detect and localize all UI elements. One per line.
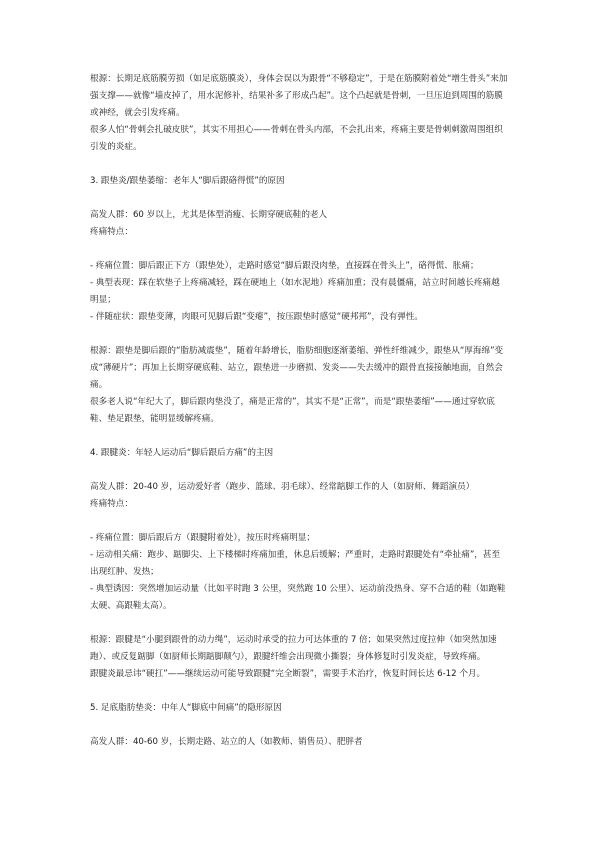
section-2-cause: 根源：长期足底筋膜劳损（如足底筋膜炎），身体会误以为跟骨“不够稳定”，于是在筋膜附着处“增生骨头”来加强支撑——就像“墙皮掉了，用水泥修补，结果补多了形成凸起”。这个凸起就是骨刺，一旦压迫到周围的筋膜或神经，就会引发疼痛。: [90, 74, 508, 118]
section-3-feature-item: - 疼痛位置：脚后跟正下方（跟垫处），走路时感觉“脚后跟没肉垫，直接踩在骨头上”，硌得慌、胀痛；: [90, 261, 479, 271]
section-4-heading: 4. 跟腱炎：年轻人运动后“脚后跟后方痛”的主因: [90, 448, 274, 458]
paragraph-gap: [90, 717, 508, 734]
paragraph-gap: [90, 156, 508, 173]
section-3-heading: 3. 跟垫炎/跟垫萎缩：老年人“脚后跟硌得慌”的原因: [90, 176, 285, 186]
section-3-population: 高发人群：60 岁以上，尤其是体型消瘦、长期穿硬底鞋的老人: [90, 210, 328, 220]
paragraph-gap: [90, 683, 508, 700]
paragraph-gap: [90, 428, 508, 445]
section-4-feature-item: - 疼痛位置：脚后跟后方（跟腱附着处），按压时疼痛明显；: [90, 533, 315, 543]
section-4-note: 跟腱炎最忌讳“硬扛”——继续运动可能导致跟腱“完全断裂”，需要手术治疗，恢复时间长达 6-12 个月。: [90, 669, 486, 679]
paragraph-gap: [90, 326, 508, 343]
paragraph-gap: [90, 513, 508, 530]
section-3-note: 很多老人说“年纪大了，脚后跟肉垫没了，痛是正常的”，其实不是“正常”，而是“跟垫萎缩”——通过穿软底鞋、垫足跟垫，能明显缓解疼痛。: [90, 397, 495, 424]
paragraph-gap: [90, 615, 508, 632]
document-body: [90, 71, 508, 751]
section-4-features-label: 疼痛特点：: [90, 499, 133, 509]
section-5-population: 高发人群：40-60 岁，长期走路、站立的人（如教师、销售员）、肥胖者: [90, 737, 363, 747]
section-4-feature-item: - 典型诱因：突然增加运动量（比如平时跑 3 公里，突然跑 10 公里）、运动前没热身、穿不合适的鞋（如跑鞋太硬、高跟鞋太高）。: [90, 584, 506, 611]
section-3-features-label: 疼痛特点：: [90, 227, 133, 237]
section-3-cause: 根源：跟垫是脚后跟的“脂肪减震垫”，随着年龄增长，脂肪细胞逐渐萎缩、弹性纤维减少，跟垫从“厚海绵”变成“薄硬片”；再加上长期穿硬底鞋、站立，跟垫进一步磨损、发炎——失去缓冲的跟骨直接接触地面，自然会痛。: [90, 346, 504, 390]
section-4-cause: 根源：跟腱是“小腿到跟骨的动力绳”，运动时承受的拉力可达体重的 7 倍；如果突然过度拉伸（如突然加速跑）、或反复踮脚（如厨师长期踮脚颠勺），跟腱纤维会出现微小撕裂；身体修复时引发炎症，导致疼痛。: [90, 635, 497, 662]
section-4-feature-item: - 运动相关痛：跑步、踮脚尖、上下楼梯时疼痛加重，休息后缓解；严重时，走路时跟腱处有“牵扯痛”，甚至出现红肿、发热；: [90, 550, 501, 577]
section-5-heading: 5. 足底脂肪垫炎：中年人“脚底中间痛”的隐形原因: [90, 703, 282, 713]
paragraph-gap: [90, 462, 508, 479]
paragraph-gap: [90, 190, 508, 207]
section-3-feature-item: - 伴随症状：跟垫变薄，肉眼可见脚后跟“变瘪”，按压跟垫时感觉“硬邦邦”，没有弹性。: [90, 312, 424, 322]
section-2-note: 很多人怕“骨刺会扎破皮肤”，其实不用担心——骨刺在骨头内部，不会扎出来，疼痛主要是骨刺刺激周围组织引发的炎症。: [90, 125, 503, 152]
section-4-population: 高发人群：20-40 岁，运动爱好者（跑步、篮球、羽毛球）、经常踮脚工作的人（如厨师、舞蹈演员）: [90, 482, 475, 492]
section-3-feature-item: - 典型表现：踩在软垫子上疼痛减轻，踩在硬地上（如水泥地）疼痛加重；没有晨僵痛，站立时间越长疼痛越明显；: [90, 278, 500, 305]
paragraph-gap: [90, 241, 508, 258]
